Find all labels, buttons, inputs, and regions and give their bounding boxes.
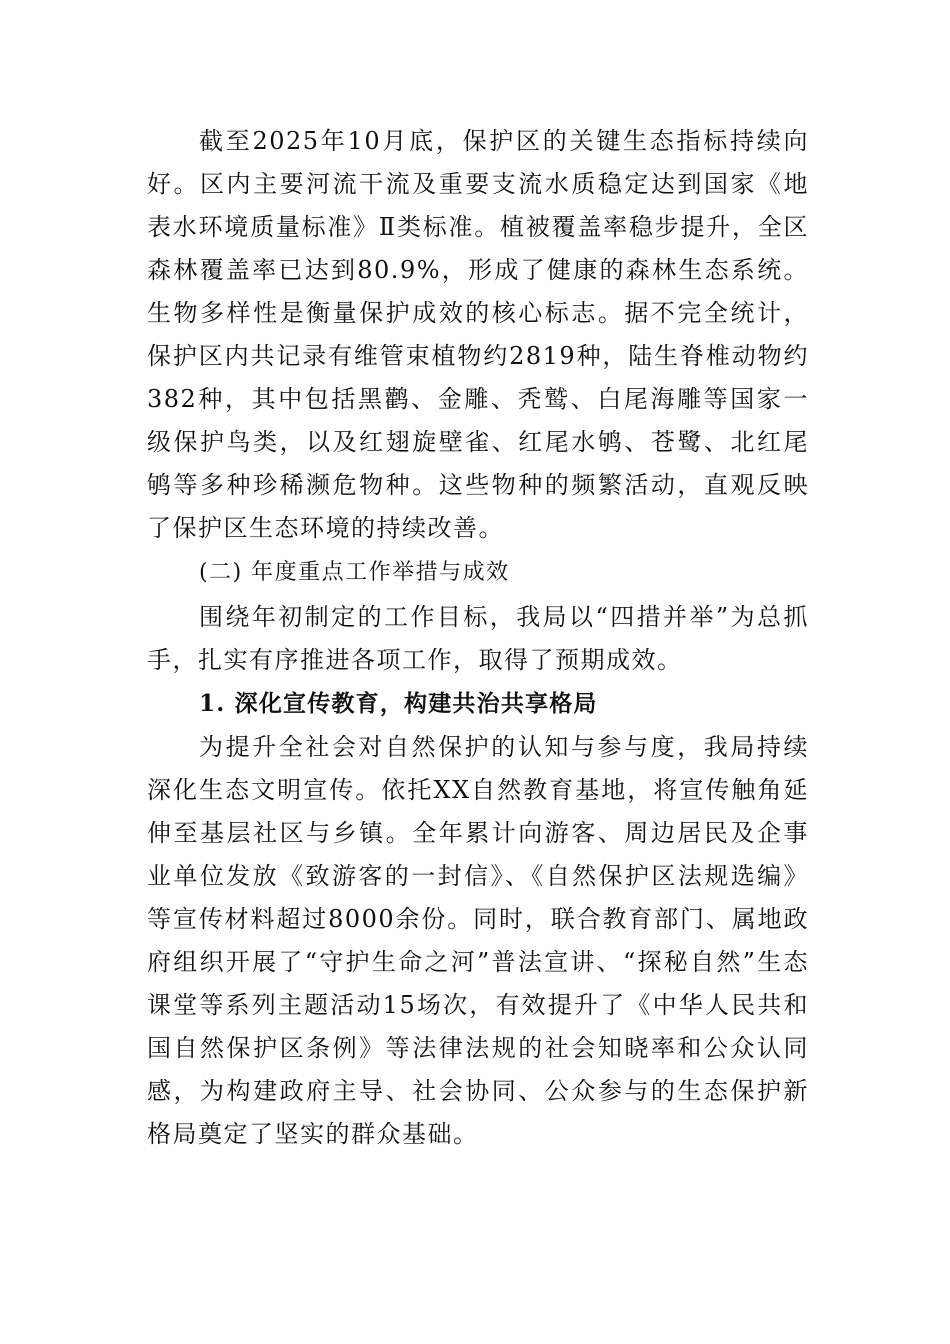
paragraph-ecology-indicators: 截至2025年10月底，保护区的关键生态指标持续向好。区内主要河流干流及重要支流水质稳定达到国家《地表水环境质量标准》Ⅱ类标准。植被覆盖率稳步提升，全区森林覆盖率已达到80.9%，形成了健康的森林生态系统。生物多样性是衡量保护成效的核心标志。据不完全统计，保护区内共记录有维管束植物约2819种，陆生脊椎动物约382种，其中包括黑鹳、金雕、秃鹫、白尾海雕等国家一级保护鸟类，以及红翅旋壁雀、红尾水鸲、苍鹭、北红尾鸲等多种珍稀濒危物种。这些物种的频繁活动，直观反映了保护区生态环境的持续改善。 xyxy=(147,127,809,542)
subsection-heading-publicity: 1. 深化宣传教育，构建共治共享格局 xyxy=(199,690,598,717)
document-body xyxy=(147,120,809,1156)
paragraph-work-goals: 围绕年初制定的工作目标，我局以“四措并举”为总抓手，扎实有序推进各项工作，取得了预期成效。 xyxy=(147,603,809,674)
paragraph-publicity-education: 为提升全社会对自然保护的认知与参与度，我局持续深化生态文明宣传。依托XX自然教育基地，将宣传触角延伸至基层社区与乡镇。全年累计向游客、周边居民及企事业单位发放《致游客的一封信》、《自然保护区法规选编》等宣传材料超过8000余份。同时，联合教育部门、属地政府组织开展了“守护生命之河”普法宣讲、“探秘自然”生态课堂等系列主题活动15场次，有效提升了《中华人民共和国自然保护区条例》等法律法规的社会知晓率和公众认同感，为构建政府主导、社会协同、公众参与的生态保护新格局奠定了坚实的群众基础。 xyxy=(147,733,809,1148)
section-heading-annual-work: (二) 年度重点工作举措与成效 xyxy=(199,560,510,585)
